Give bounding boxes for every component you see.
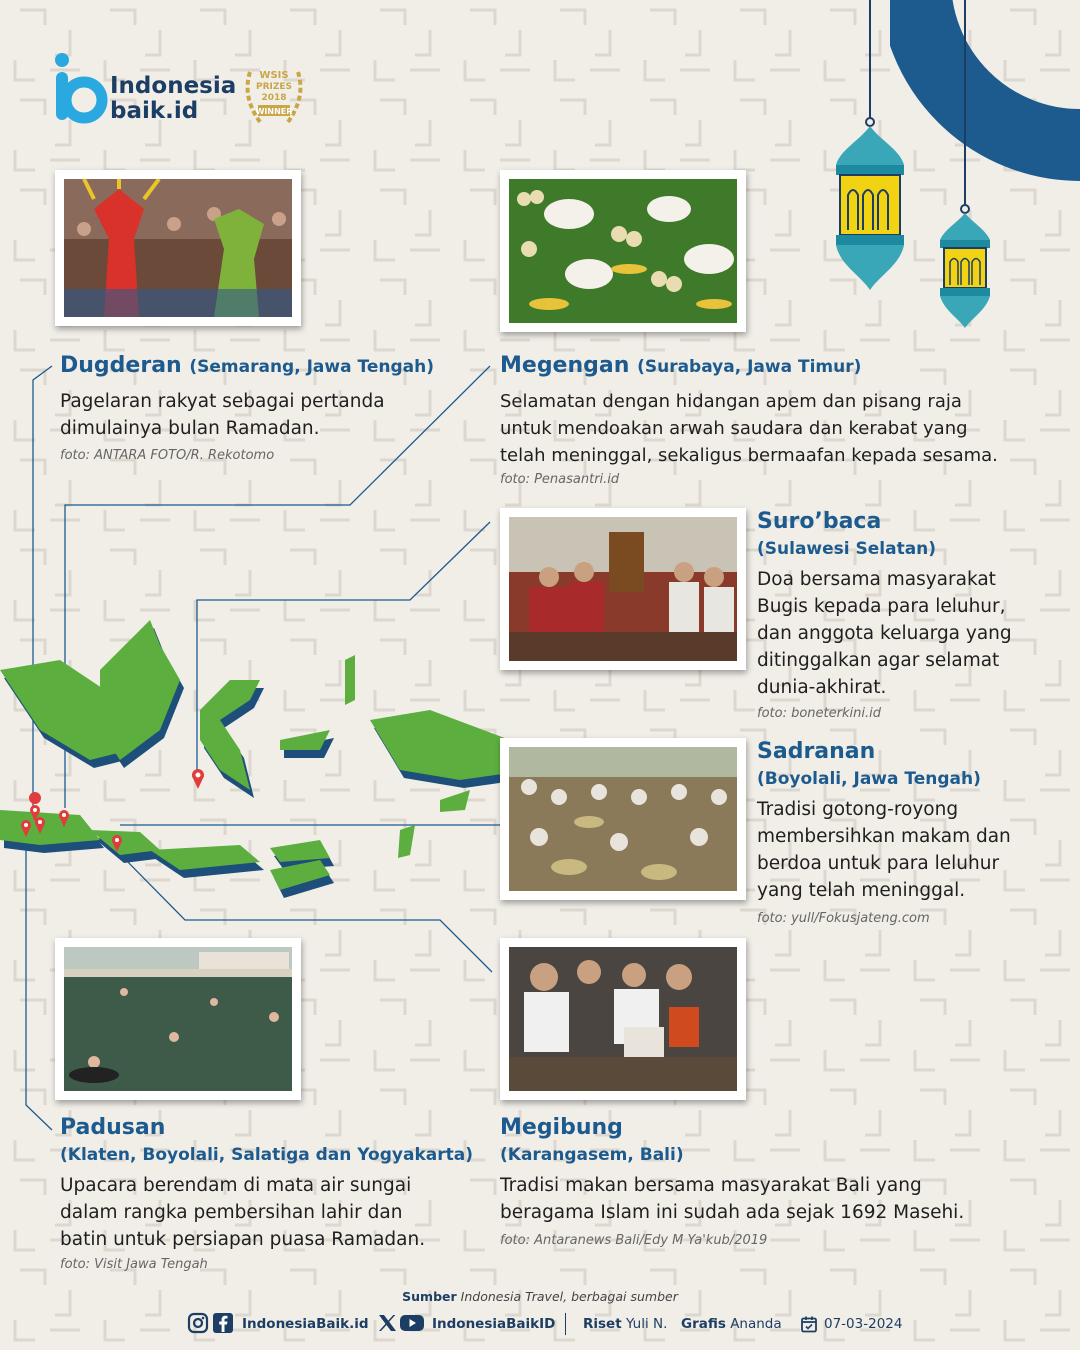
publish-date: 07-03-2024	[824, 1316, 903, 1332]
entry-name: Suro’baca	[757, 509, 882, 534]
desc-line: dalam rangka pembersihan lahir dan	[60, 1202, 403, 1223]
photo-sadranan	[500, 738, 746, 900]
brand-name-line2: baik.id	[110, 98, 199, 124]
entry-description	[757, 796, 1011, 904]
desc-line: dunia-akhirat.	[757, 677, 887, 698]
photo-credit: foto: ANTARA FOTO/R. Rekotomo	[60, 448, 275, 463]
desc-line: berdoa untuk para leluhur	[757, 853, 1000, 874]
footer-source	[0, 1289, 1080, 1304]
entry-name: Padusan	[60, 1115, 166, 1140]
instagram-icon[interactable]	[187, 1312, 209, 1334]
entry-location: (Boyolali, Jawa Tengah)	[757, 769, 981, 789]
facebook-icon[interactable]	[212, 1312, 234, 1334]
desc-line: membersihkan makam dan	[757, 826, 1011, 847]
entry-name: Dugderan	[60, 353, 182, 378]
photo-megibung	[500, 938, 746, 1100]
badge-line-1: WSIS	[259, 70, 289, 81]
desc-line: telah meninggal, sekaligus bermaafan kepada sesama.	[500, 445, 998, 466]
desc-line: untuk mendoakan arwah saudara dan kerabat yang	[500, 418, 968, 439]
desc-line: batin untuk persiapan puasa Ramadan.	[60, 1229, 426, 1250]
desc-line: dan anggota keluarga yang	[757, 623, 1012, 644]
entry-description	[500, 388, 998, 469]
brand-name-line1: Indonesia	[110, 73, 237, 99]
photo-credit: foto: Penasantri.id	[500, 472, 620, 487]
entry-description	[60, 388, 385, 442]
entry-location: (Semarang, Jawa Tengah)	[189, 357, 434, 377]
entry-name: Sadranan	[757, 739, 876, 764]
photo-megengan	[500, 170, 746, 332]
badge-line-4: WINNER	[255, 107, 293, 116]
youtube-icon[interactable]	[399, 1312, 425, 1334]
source-label: Sumber	[402, 1289, 457, 1304]
photo-credit: foto: Antaranews Bali/Edy M Ya'kub/2019	[500, 1233, 768, 1248]
x-twitter-icon[interactable]	[376, 1312, 398, 1334]
entry-title	[500, 353, 861, 380]
calendar-icon	[800, 1315, 818, 1333]
entry-location: (Surabaya, Jawa Timur)	[637, 357, 862, 377]
entry-name: Megibung	[500, 1115, 623, 1140]
desc-line: Selamatan dengan hidangan apem dan pisang raja	[500, 391, 962, 412]
photo-credit: foto: yull/Fokusjateng.com	[757, 911, 930, 926]
desc-line: Pagelaran rakyat sebagai pertanda	[60, 391, 385, 412]
desc-line: ditinggalkan agar selamat	[757, 650, 1000, 671]
indonesia-map	[0, 600, 560, 900]
research-credit	[583, 1316, 667, 1332]
graphic-name: Ananda	[730, 1316, 782, 1332]
photo-surobaca	[500, 508, 746, 670]
desc-line: Tradisi makan bersama masyarakat Bali yang	[500, 1175, 922, 1196]
badge-line-3: 2018	[261, 93, 287, 103]
desc-line: dimulainya bulan Ramadan.	[60, 418, 320, 439]
entry-location: (Sulawesi Selatan)	[757, 539, 937, 559]
desc-line: yang telah meninggal.	[757, 880, 966, 901]
entry-location: (Karangasem, Bali)	[500, 1145, 684, 1165]
pin-icon	[192, 769, 204, 789]
desc-line: Doa bersama masyarakat	[757, 569, 996, 590]
entry-description	[60, 1172, 425, 1253]
desc-line: beragama Islam ini sudah ada sejak 1692 Masehi.	[500, 1202, 965, 1223]
photo-credit: foto: boneterkini.id	[757, 706, 881, 721]
desc-line: Tradisi gotong-royong	[757, 799, 959, 820]
photo-padusan	[55, 938, 301, 1100]
entry-description	[757, 566, 1012, 701]
handle-x-yt[interactable]: IndonesiaBaikID	[432, 1316, 556, 1332]
research-name: Yuli N.	[625, 1316, 668, 1332]
entry-description	[500, 1172, 964, 1226]
handle-ig-fb[interactable]: IndonesiaBaik.id	[242, 1316, 369, 1332]
desc-line: Upacara berendam di mata air sungai	[60, 1175, 412, 1196]
research-label: Riset	[583, 1316, 622, 1332]
graphic-credit	[681, 1316, 782, 1332]
photo-credit: foto: Visit Jawa Tengah	[60, 1257, 208, 1272]
photo-dugderan	[55, 170, 301, 326]
entry-location: (Klaten, Boyolali, Salatiga dan Yogyakarta)	[60, 1145, 473, 1165]
source-text: Indonesia Travel, berbagai sumber	[460, 1289, 678, 1304]
entry-title	[60, 353, 434, 380]
badge-line-2: PRIZES	[255, 82, 293, 92]
desc-line: Bugis kepada para leluhur,	[757, 596, 1006, 617]
graphic-label: Grafis	[681, 1316, 726, 1332]
footer-divider	[565, 1313, 566, 1335]
entry-name: Megengan	[500, 353, 630, 378]
